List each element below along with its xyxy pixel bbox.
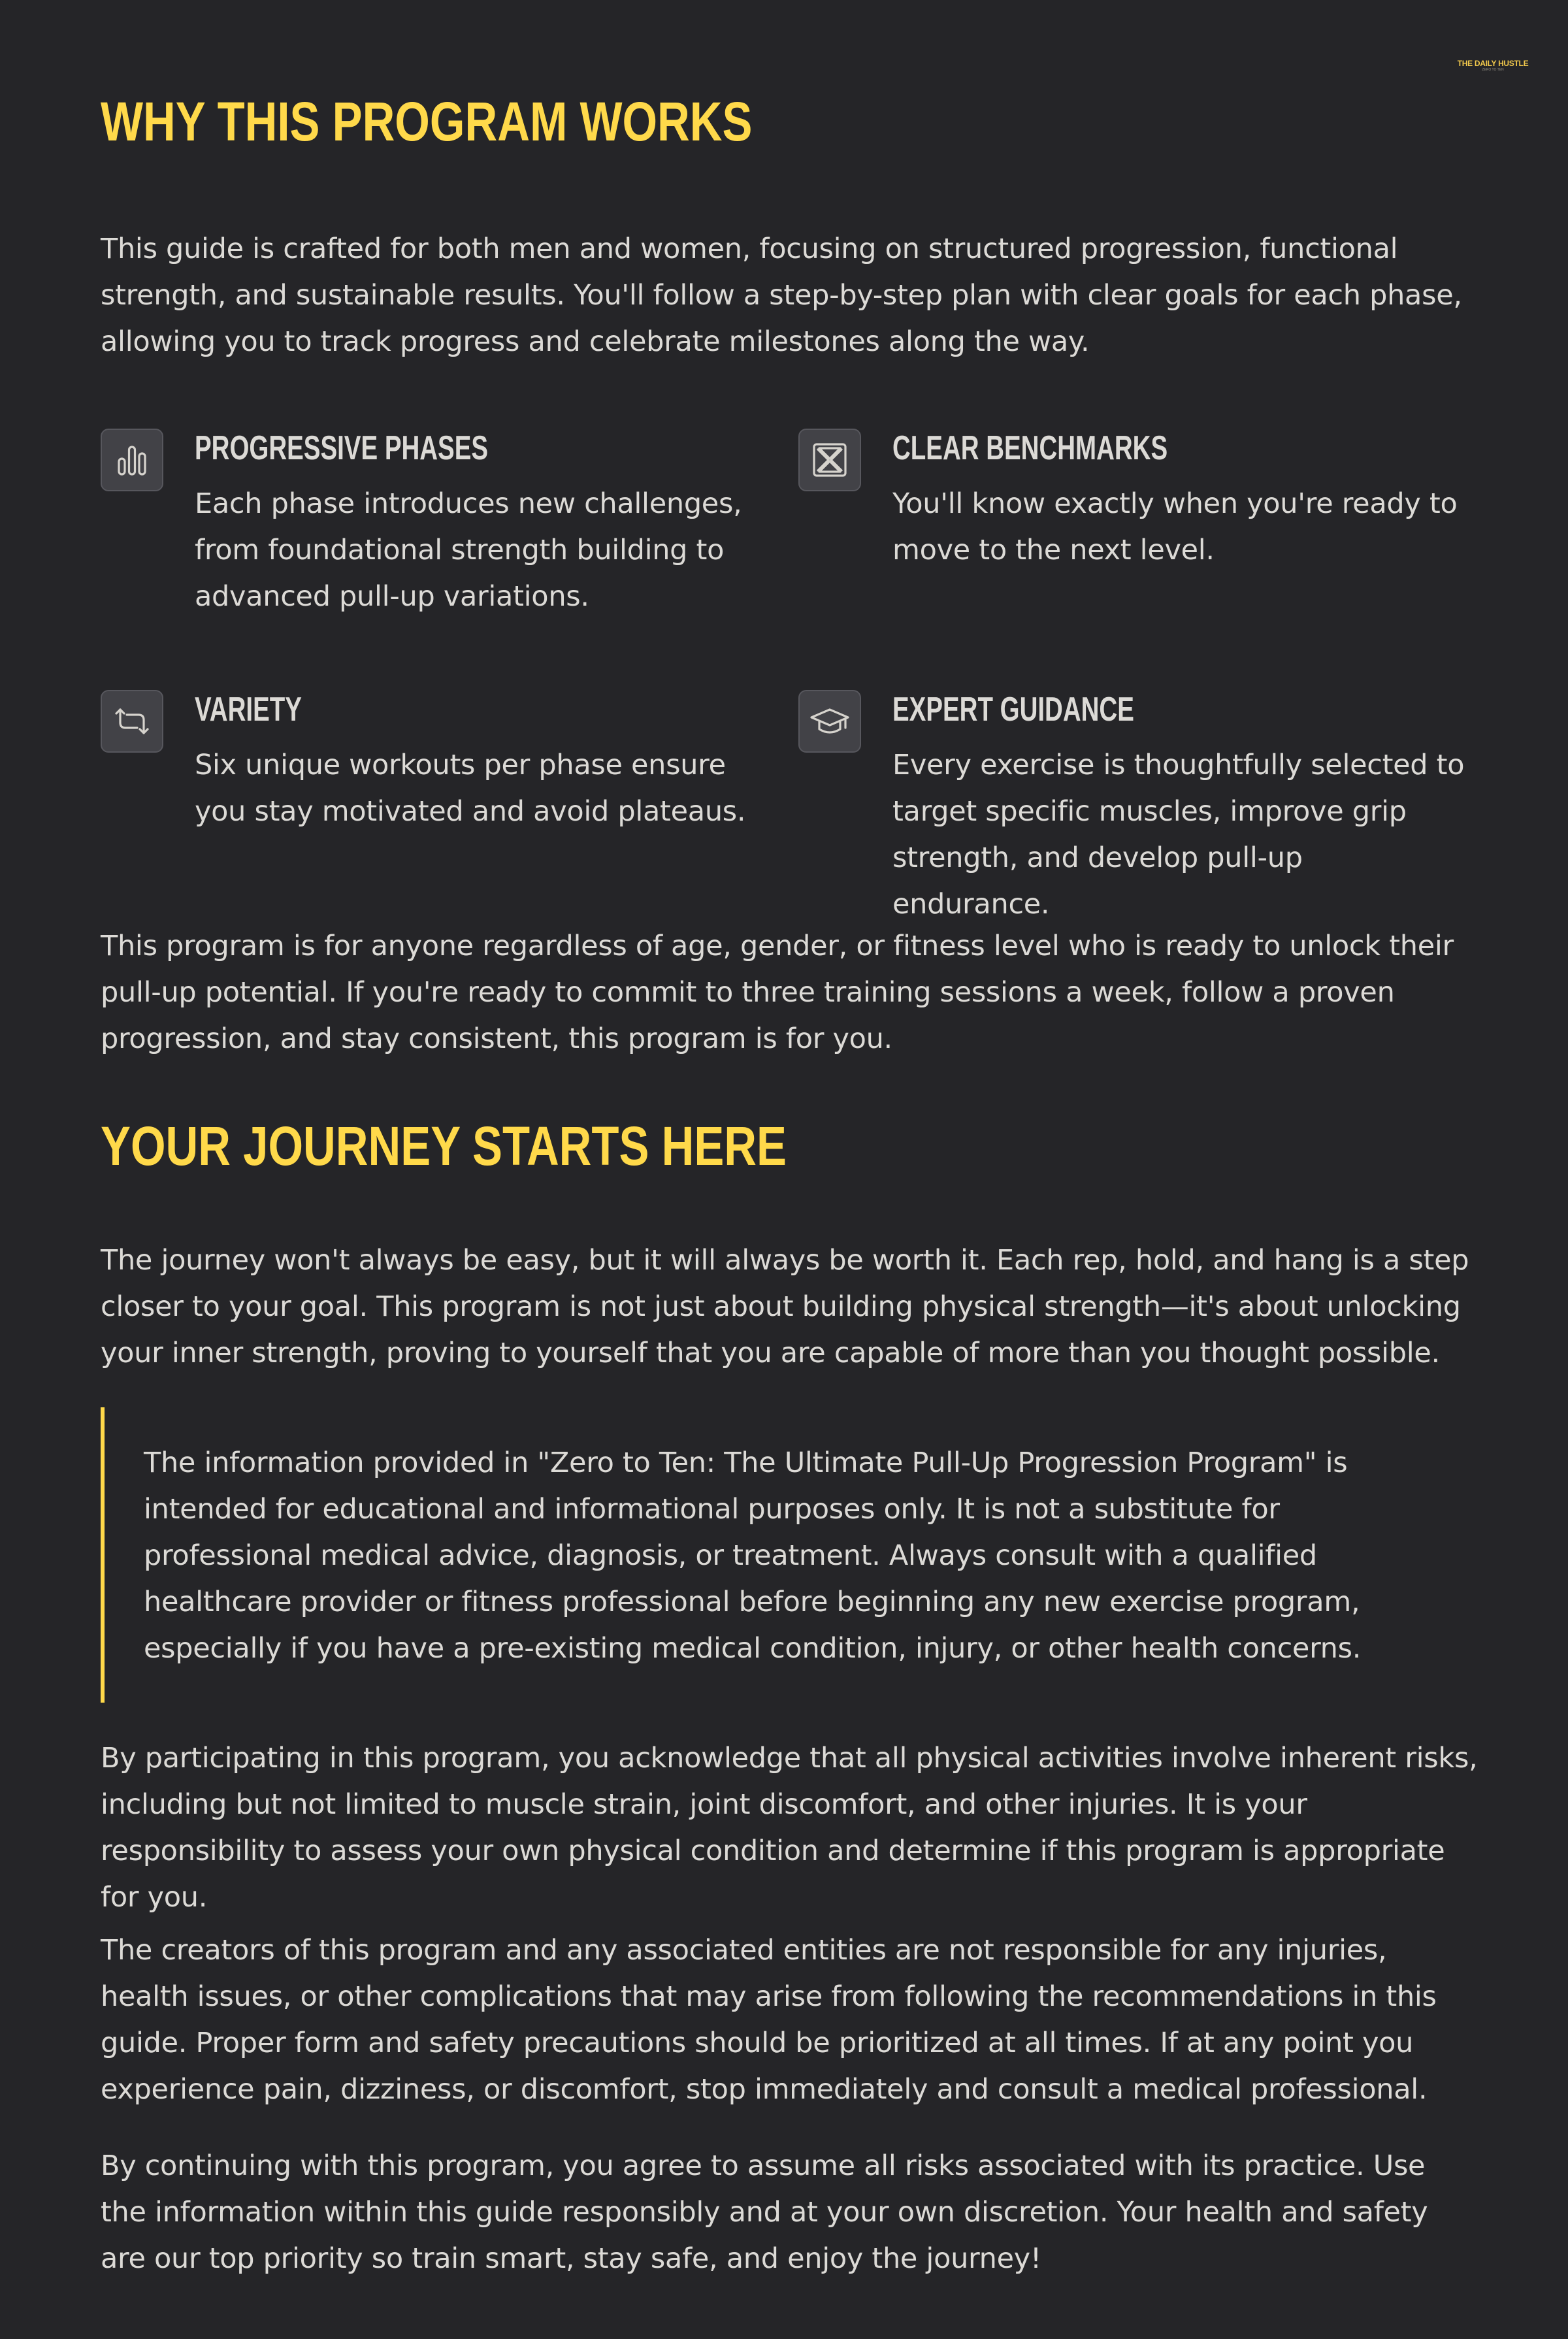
- graduation-cap-icon: [798, 690, 861, 753]
- feature-title: EXPERT GUIDANCE: [892, 691, 1134, 728]
- disclaimer-callout: [101, 1407, 1479, 1703]
- repeat-icon: [101, 690, 163, 753]
- feature-title: CLEAR BENCHMARKS: [892, 429, 1168, 467]
- intro-paragraph: This guide is crafted for both men and women, focusing on structured progression, functional strength, and sustainable results. You'll follow a step-by-step plan with clear goals for each phase, allowing you to track progress and celebrate milestones along the way.: [101, 233, 1462, 358]
- liability-paragraph: The creators of this program and any associated entities are not responsible for any injuries, health issues, or other complications that may arise from following the recommendations in this guide. Proper form and safety precautions should be prioritized at all times. If at any point you experience pain, dizziness, or discomfort, stop immediately and consult a medical professional.: [101, 1934, 1437, 2106]
- logo-tagline: ZERO TO TEN: [1482, 68, 1504, 72]
- feature-title: VARIETY: [195, 691, 302, 728]
- feature-text: Every exercise is thoughtfully selected to target specific muscles, improve grip strength, and develop pull-up endurance.: [892, 749, 1465, 921]
- benchmark-icon: [798, 429, 861, 491]
- feature-title: PROGRESSIVE PHASES: [195, 429, 489, 467]
- brand-logo: [1457, 59, 1529, 72]
- feature-text: Six unique workouts per phase ensure you stay motivated and avoid plateaus.: [195, 749, 746, 828]
- heading-journey-starts-here: YOUR JOURNEY STARTS HERE: [101, 1115, 787, 1177]
- bar-chart-icon: [101, 429, 163, 491]
- logo-text: THE DAILY HUSTLE: [1457, 59, 1529, 68]
- disclaimer-text: The information provided in "Zero to Ten: The Ultimate Pull-Up Progression Program" is intended for educational and informational purposes only. It is not a substitute for professional medical advice, diagnosis, or treatment. Always consult with a qualified healthcare provider or fitness professional before beginning any new exercise program, especially if you have a pre-existing medical condition, injury, or other health concerns.: [144, 1447, 1362, 1665]
- feature-text: You'll know exactly when you're ready to move to the next level.: [892, 487, 1458, 566]
- journey-paragraph: The journey won't always be easy, but it will always be worth it. Each rep, hold, and hang is a step closer to your goal. This program is not just about building physical strength—it's about unlocking your inner strength, proving to yourself that you are capable of more than you thought possible.: [101, 1244, 1469, 1369]
- risk-paragraph: By participating in this program, you acknowledge that all physical activities involve inherent risks, including but not limited to muscle strain, joint discomfort, and other injuries. It is your responsibility to assess your own physical condition and determine if this program is appropriate for you.: [101, 1742, 1478, 1914]
- heading-why-program-works: WHY THIS PROGRAM WORKS: [101, 91, 753, 152]
- feature-text: Each phase introduces new challenges, from foundational strength building to advanced pull-up variations.: [195, 487, 742, 613]
- agreement-paragraph: By continuing with this program, you agree to assume all risks associated with its practice. Use the information within this guide responsibly and at your own discretion. Your health and safety are our top priority so train smart, stay safe, and enjoy the journey!: [101, 2150, 1428, 2275]
- audience-paragraph: This program is for anyone regardless of age, gender, or fitness level who is ready to unlock their pull-up potential. If you're ready to commit to three training sessions a week, follow a proven progression, and stay consistent, this program is for you.: [101, 930, 1454, 1055]
